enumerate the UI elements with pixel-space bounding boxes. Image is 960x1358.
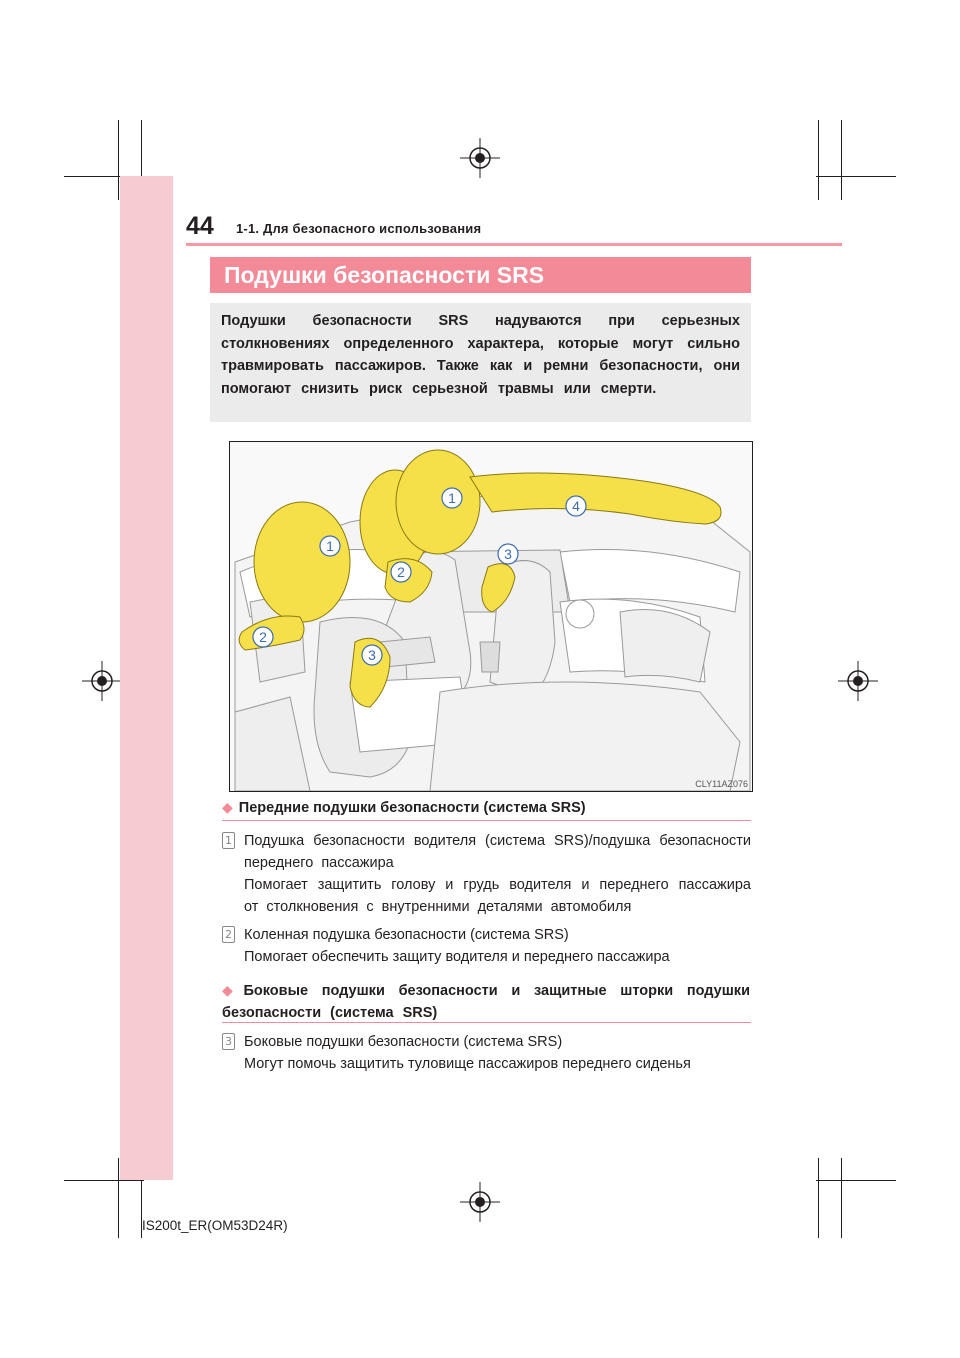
item-title: Коленная подушка безопасности (система SRS)	[244, 927, 569, 943]
crop-mark	[118, 1158, 119, 1238]
svg-text:1: 1	[448, 490, 456, 506]
item-title: Подушка безопасности водителя (система SRS)/подушка безопасности переднего пассажира	[244, 833, 751, 871]
subsection-heading-text: Боковые подушки безопасности и защитные шторки подушки безопасности (система SRS)	[222, 983, 750, 1021]
header-divider	[186, 243, 842, 246]
intro-text: Подушки безопасности SRS надуваются при серьезных столкновениях определенного характера, которые могут сильно травмировать пассажиров. Также как и ремни безопасности, они помогают снизить риск серьезной травмы или смерти.	[221, 313, 740, 397]
svg-text:2: 2	[259, 629, 267, 645]
crop-mark	[816, 1180, 896, 1181]
svg-text:3: 3	[368, 647, 376, 663]
subsection-heading-side	[222, 979, 750, 1024]
svg-text:1: 1	[326, 538, 334, 554]
svg-text:4: 4	[572, 498, 580, 514]
subsection-divider	[222, 820, 751, 821]
footer-code: IS200t_ER(OM53D24R)	[142, 1218, 288, 1233]
section-header: 1-1. Для безопасного использования	[236, 221, 482, 236]
callout-1-passenger	[442, 488, 462, 508]
list-item-3	[222, 1031, 751, 1075]
registration-mark-icon	[838, 661, 878, 701]
diamond-bullet-icon: ◆	[222, 799, 233, 815]
page-title: Подушки безопасности SRS	[210, 257, 751, 293]
subsection-divider	[222, 1022, 751, 1023]
page-number: 44	[186, 212, 214, 240]
crop-mark	[64, 1180, 144, 1181]
callout-2-knee-driver	[253, 627, 273, 647]
registration-mark-icon	[82, 661, 122, 701]
crop-mark	[841, 1158, 842, 1238]
registration-mark-icon	[460, 1182, 500, 1222]
item-number-badge: 2	[222, 926, 235, 943]
subsection-heading-front	[222, 796, 750, 819]
item-title: Боковые подушки безопасности (система SRS)	[244, 1034, 563, 1050]
diamond-bullet-icon: ◆	[222, 982, 238, 998]
callout-2-knee-passenger	[391, 562, 411, 582]
callout-3-side-left	[362, 645, 382, 665]
list-item-1	[222, 830, 751, 918]
svg-text:2: 2	[397, 564, 405, 580]
svg-text:3: 3	[504, 546, 512, 562]
item-description: Помогает защитить голову и грудь водителя и переднего пассажира от столкновения с внутренними деталями автомобиля	[244, 877, 751, 915]
callout-3-side-right	[498, 544, 518, 564]
crop-mark	[818, 120, 819, 200]
item-description: Помогает обеспечить защиту водителя и переднего пассажира	[244, 949, 670, 965]
intro-box	[210, 303, 751, 422]
callout-1-driver	[320, 536, 340, 556]
subsection-heading-text: Передние подушки безопасности (система SRS)	[238, 800, 586, 816]
registration-mark-icon	[460, 138, 500, 178]
item-number-badge: 3	[222, 1033, 235, 1050]
item-number-badge: 1	[222, 832, 235, 849]
crop-mark	[818, 1158, 819, 1238]
list-item-2	[222, 924, 751, 968]
callout-4-curtain	[566, 496, 586, 516]
side-strip	[120, 176, 173, 1180]
figure-code: CLY11AZ076	[695, 779, 748, 789]
driver-airbag	[254, 502, 350, 622]
airbag-illustration	[229, 441, 753, 792]
crop-mark	[118, 120, 119, 200]
crop-mark	[816, 176, 896, 177]
crop-mark	[841, 120, 842, 200]
item-description: Могут помочь защитить туловище пассажиров переднего сиденья	[244, 1056, 691, 1072]
car-interior-drawing	[230, 442, 752, 791]
passenger-airbag	[396, 450, 480, 554]
